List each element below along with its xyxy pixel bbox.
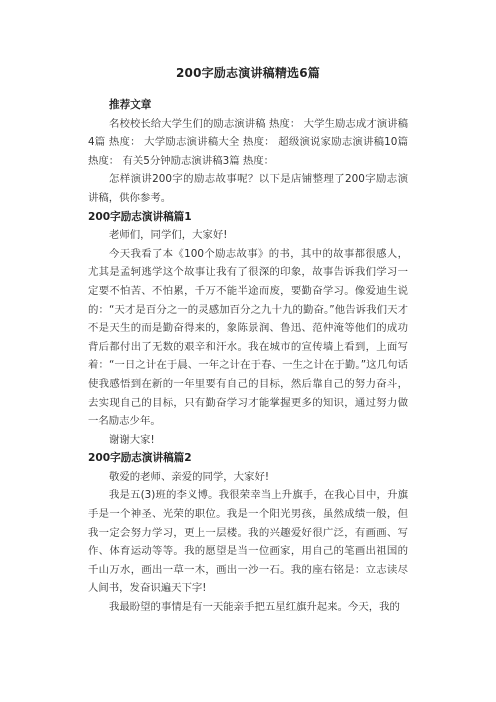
section-heading: 200字励志演讲稿篇2 bbox=[88, 452, 192, 465]
document-body bbox=[88, 96, 408, 617]
recommend-heading: 推荐文章 bbox=[109, 99, 152, 111]
paragraph: 老师们，同学们，大家好! bbox=[109, 229, 228, 242]
paragraph: 我是五(3)班的李义博。我很荣幸当上升旗手，在我心目中，升旗手是一个神圣、光荣的职位。我是一个阳光男孩，虽然成绩一般，但我一定会努力学习，更上一层楼。我的兴趣爱好很广泛，有画画、写作、体育运动等等。我的愿望是当一位画家，用自己的笔画出祖国的千山万水，画出一草一木，画出一沙一石。我的座右铭是：立志读尽人间书，发奋识遍天下字! bbox=[88, 489, 408, 595]
intro-paragraph: 怎样演讲200字的励志故事呢？以下是店铺整理了200字励志演讲稿，供你参考。 bbox=[88, 173, 408, 204]
paragraph: 我最盼望的事情是有一天能亲手把五星红旗升起来。今天，我的 bbox=[109, 601, 400, 614]
page-title: 200字励志演讲稿精选6篇 bbox=[176, 66, 320, 80]
paragraph: 敬爱的老师、亲爱的同学，大家好! bbox=[109, 470, 270, 483]
paragraph: 今天我看了本《100个励志故事》的书，其中的故事都很感人，尤其是孟轲逃学这个故事让我有了很深的印象，故事告诉我们学习一定要不怕苦、不怕累，千万不能半途而废，要勤奋学习。像爱迪生说的：“天才是百分之一的灵感加百分之九十九的勤奋。”他告诉我们天才不是天生的而是勤奋得来的，象陈景润、鲁迅、范仲淹等他们的成功背后都付出了无数的艰辛和汗水。我在城市的宣传墙上看到，上面写着：“一日之计在于晨、一年之计在于春、一生之计在于勤。”这几句话使我感悟到在新的一年里要有自己的目标，然后靠自己的努力奋斗，去实现自己的目标，只有勤奋学习才能掌握更多的知识，通过努力做一名励志少年。 bbox=[88, 247, 408, 428]
recommend-links[interactable]: 名校校长给大学生们的励志演讲稿 热度： 大学生励志成才演讲稿4篇 热度： 大学励志演讲稿大全 热度： 超级演说家励志演讲稿10篇 热度： 有关5分钟励志演讲稿3篇 热度： bbox=[88, 117, 408, 167]
section-heading: 200字励志演讲稿篇1 bbox=[88, 210, 192, 223]
paragraph: 谢谢大家! bbox=[109, 433, 155, 446]
